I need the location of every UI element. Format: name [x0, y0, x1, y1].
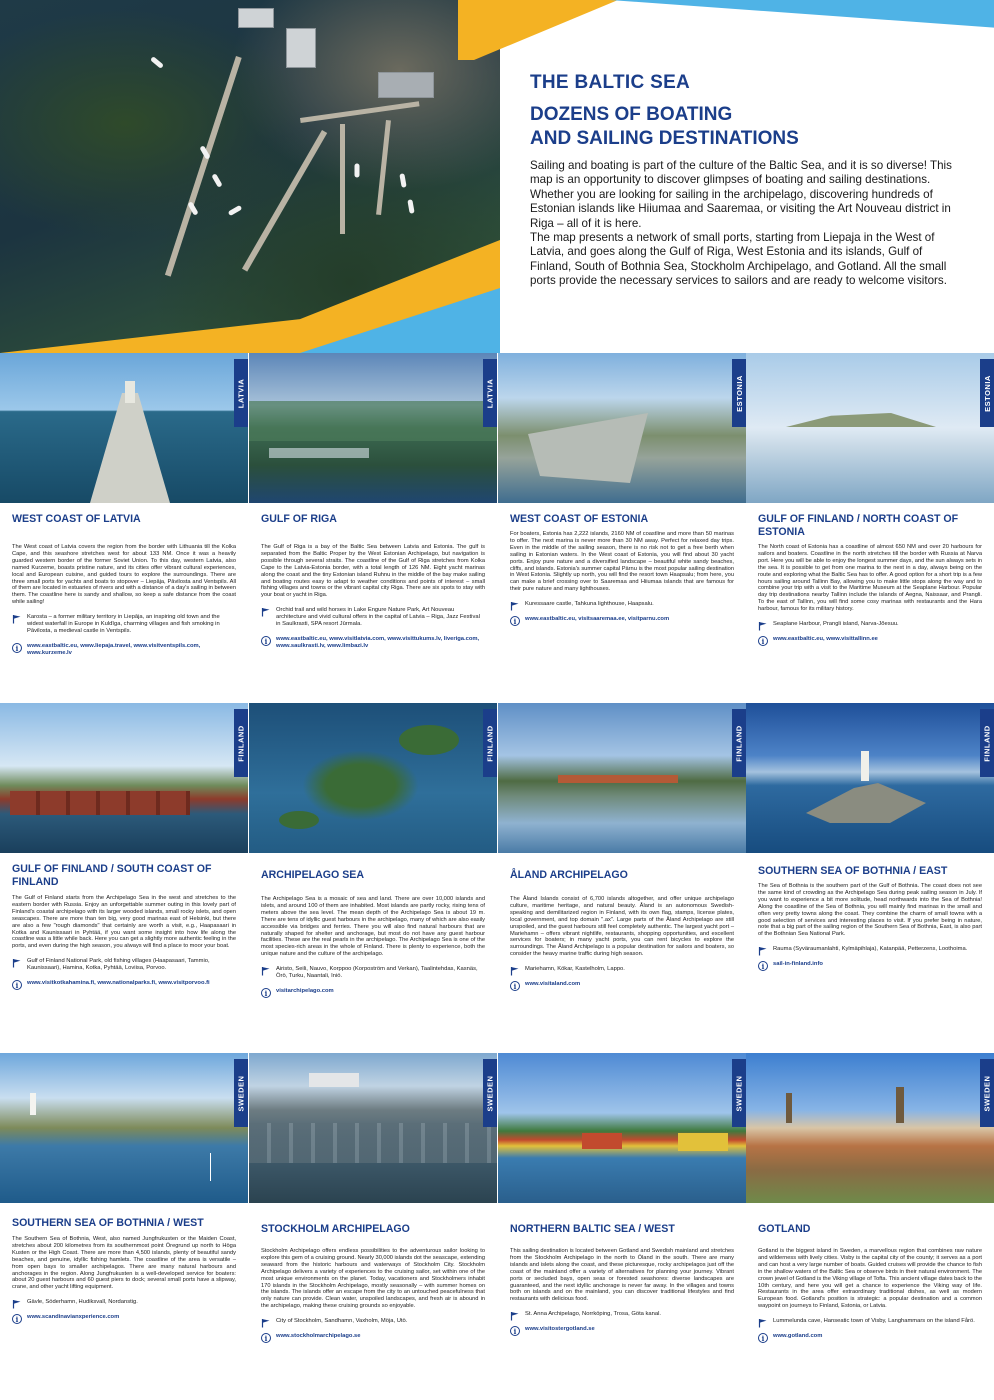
ferry-shape	[309, 1073, 359, 1087]
destination-card-west-coast-estonia	[498, 353, 746, 623]
pier	[340, 124, 345, 234]
flag-icon	[758, 621, 768, 631]
card-title: GOTLAND	[758, 1223, 811, 1235]
card-description: Stockholm Archipelago offers endless possibilities to the adventurous sailor looking to explore this gem of a cruising ground. Nearly 30,000 islands dot the seascape, extending seaward from the historic harbours and waterways of Stockholm City. Stockholm Archipelago delivers a variety of experiences to the cruising sailor, set within one of the most unique environments on the planet. Today, vacationers and Stockholmers inhabit 170 islands in the Stockholm Archipelago, mostly seasonally – with summer homes on the islands. The islands offer an escape from the city to an untouched peacefulness that only nature can provide. Clean water, unspoiled landscapes, and fresh air is abound in the archipelago, making these cruising grounds so enjoyable.	[261, 1248, 485, 1310]
flag-icon	[510, 601, 520, 611]
page-subtitle-line: AND SAILING DESTINATIONS	[530, 128, 799, 149]
info-icon	[758, 1333, 768, 1343]
flag-icon	[510, 1311, 520, 1321]
poi-text: Mariehamn, Kökar, Kastelholm, Lappo.	[525, 966, 625, 973]
lighthouse-shape	[861, 751, 869, 781]
website-link[interactable]: www.eastbaltic.eu, visitsaaremaa.ee, visitparnu.com	[525, 616, 670, 623]
page-title: THE BALTIC SEA	[530, 72, 691, 93]
destination-photo	[746, 703, 994, 853]
website-links	[12, 643, 236, 657]
flag-icon	[12, 614, 22, 624]
destination-photo	[249, 1053, 497, 1203]
poi-text: Kuressaare castle, Tahkuna lighthouse, Haapsalu.	[525, 601, 654, 608]
flag-icon	[510, 966, 520, 976]
coastline-shape	[249, 401, 497, 441]
website-link[interactable]: www.visitaland.com	[525, 981, 581, 988]
lighthouse-shape	[125, 381, 135, 403]
boathouse-roof	[286, 28, 316, 68]
country-label: FINLAND	[485, 724, 495, 762]
info-icon	[510, 981, 520, 991]
breakwater-shape	[90, 393, 170, 503]
website-links	[12, 980, 236, 987]
boat	[150, 56, 164, 69]
pier	[165, 56, 242, 277]
lighthouse-shape	[30, 1093, 36, 1115]
destination-photo	[746, 353, 994, 503]
destination-photo	[498, 353, 746, 503]
website-links	[758, 961, 982, 968]
pier	[376, 120, 391, 215]
boat	[211, 173, 222, 188]
country-tag	[234, 1059, 248, 1127]
pier-complex-shape	[528, 413, 648, 483]
country-tag	[732, 359, 746, 427]
country-label: SWEDEN	[485, 1075, 495, 1111]
points-of-interest	[758, 946, 982, 953]
website-link[interactable]: www.gotland.com	[773, 1333, 823, 1340]
card-description: The Southern Sea of Bothnia, West, also named Jungfrukusten or the Maiden Coast, stretches about 200 kilometres from its southernmost point Öregrund up north to Höga Kusten or the High Coast. There are more than 4,500 islands, plenty of beautiful sandy beaches, and genuine, idyllic fishing hamlets. The coastline of the area is versatile – from open bays to smaller archipelagos. There are many natural harbours and anchorages in the region. Along Jungfrukusten is a well-developed service for boaters: about 20 guest harbours and 60 guest piers to dock; several small ports have a slipway, crane, and other yacht lifting equipment.	[12, 1236, 236, 1291]
poi-text: Rauma (Syväraumanlahti, Kylmäpihlaja), Katanpää, Petterzens, Loothoima.	[773, 946, 968, 953]
country-tag	[483, 1059, 497, 1127]
country-label: FINLAND	[734, 724, 744, 762]
points-of-interest	[758, 1318, 982, 1325]
destination-photo	[249, 353, 497, 503]
website-links	[261, 636, 485, 650]
card-title: SOUTHERN SEA OF BOTHNIA / WEST	[12, 1217, 204, 1229]
pier	[300, 101, 420, 123]
destination-card-gulf-of-riga	[249, 353, 497, 650]
country-label: LATVIA	[236, 378, 246, 408]
destination-photo	[498, 1053, 746, 1203]
points-of-interest	[510, 966, 734, 973]
country-tag	[234, 709, 248, 777]
points-of-interest	[12, 958, 236, 972]
card-description: For boaters, Estonia has 2,222 islands, 2160 NM of coastline and more than 50 marinas to offer. The next marina is never more than 30 NM away. Perfect for relaxed day trips. Even in the middle of the sailing season, there is no risk not to get a free berth when sailing in Estonian waters. In the West coast of Estonia, you will find about 30 yacht ports. Enjoy pure nature and a diversified landscape – beautiful white sandy beaches, cliffs, and islands. Estonia's summer capital Pärnu is the most popular sailing destination in West Estonia. Slightly up north, you will find the resort town Haapsalu; from here, you can make a brief crossing over to Saaremaa and Hiiumaa islands that are famous for their pure nature and many lighthouses.	[510, 531, 734, 593]
country-label: SWEDEN	[982, 1075, 992, 1111]
website-link[interactable]: www.visitkotkahamina.fi, www.nationalparks.fi, www.visitporvoo.fi	[27, 980, 210, 987]
poi-text: Gävle, Söderhamn, Hudiksvall, Nordanstig.	[27, 1299, 138, 1306]
country-tag	[980, 359, 994, 427]
website-links	[758, 636, 982, 643]
info-icon	[758, 961, 768, 971]
flag-icon	[758, 946, 768, 956]
country-tag	[234, 359, 248, 427]
info-icon	[12, 643, 22, 653]
points-of-interest	[261, 1318, 485, 1325]
hero-text-block	[530, 70, 960, 289]
destination-photo	[0, 1053, 248, 1203]
website-links	[12, 1314, 236, 1321]
points-of-interest	[12, 1299, 236, 1306]
island-shape	[786, 413, 936, 427]
country-tag	[483, 359, 497, 427]
boat	[228, 205, 243, 216]
poi-text: Airisto, Seili, Nauvo, Korppoo (Korpoström and Verkan), Taalintehdas, Kasnäs, Örö, Turku, Naantali, Iniö.	[276, 966, 478, 980]
website-links	[261, 988, 485, 995]
country-tag	[980, 709, 994, 777]
country-tag	[483, 709, 497, 777]
destination-photo	[249, 703, 497, 853]
page-subtitle	[530, 103, 960, 151]
website-link[interactable]: www.eastbaltic.eu, www.liepaja.travel, www.visitventspils.com, www.kurzeme.lv	[27, 643, 201, 657]
website-link[interactable]: www.eastbaltic.eu, www.visitlatvia.com, www.visittukums.lv, liveriga.com, www.saulkrasti.lv, www.limbazi.lv	[276, 636, 480, 650]
pier	[242, 130, 327, 272]
website-link[interactable]: visitarchipelago.com	[276, 988, 334, 995]
info-icon	[510, 616, 520, 626]
poi-text: Gulf of Finland National Park, old fishing villages (Haapasaari, Tammio, Kaunissaari), Hamina, Kotka, Pyhtää, Loviisa, Porvoo.	[27, 958, 210, 972]
website-links	[510, 1326, 734, 1333]
destination-card-southern-bothnia-west	[0, 1053, 248, 1321]
destination-card-archipelago-sea	[249, 703, 497, 995]
info-icon	[261, 1333, 271, 1343]
flag-icon	[758, 1318, 768, 1328]
card-title: GULF OF RIGA	[261, 513, 337, 525]
country-tag	[732, 709, 746, 777]
card-title: WEST COAST OF LATVIA	[12, 513, 141, 525]
country-tag	[980, 1059, 994, 1127]
destination-photo	[0, 353, 248, 503]
info-icon	[12, 1314, 22, 1324]
country-label: SWEDEN	[734, 1075, 744, 1111]
country-label: ESTONIA	[982, 374, 992, 412]
flag-icon	[261, 966, 271, 976]
boat	[399, 173, 406, 188]
website-link[interactable]: www.scandinavianxperience.com	[27, 1314, 120, 1321]
destination-card-aland-archipelago	[498, 703, 746, 988]
info-icon	[261, 988, 271, 998]
destination-photo	[498, 703, 746, 853]
country-label: FINLAND	[236, 724, 246, 762]
info-icon	[758, 636, 768, 646]
website-link[interactable]: www.visitostergotland.se	[525, 1326, 595, 1333]
houses-shape	[558, 775, 678, 783]
harbour-building-roof	[378, 72, 434, 98]
boat	[355, 164, 360, 178]
poi-text: St. Anna Archipelago, Norrköping, Trosa, Göta kanal.	[525, 1311, 661, 1318]
destination-card-stockholm-archipelago	[249, 1053, 497, 1340]
sailboat-mast-shape	[210, 1153, 211, 1181]
points-of-interest	[510, 1311, 734, 1318]
destination-card-northern-baltic-west	[498, 1053, 746, 1333]
info-icon	[261, 636, 271, 646]
card-title: ÅLAND ARCHIPELAGO	[510, 869, 628, 881]
destination-card-west-coast-latvia	[0, 353, 248, 657]
card-title: WEST COAST OF ESTONIA	[510, 513, 649, 525]
flag-icon	[12, 958, 22, 968]
destination-card-southern-bothnia-east	[746, 703, 994, 968]
church-tower-shape	[896, 1087, 904, 1123]
poi-text: Karosta – a former military territory in Liepāja, an inspiring old town and the widest waterfall in Europe in Kuldīga, charming villages and fish smoking in Pāvilosta, a medieval castle in Ventspils.	[27, 614, 220, 635]
website-links	[758, 1333, 982, 1340]
destination-photo	[0, 703, 248, 853]
country-label: SWEDEN	[236, 1075, 246, 1111]
decor-yellow-triangle	[458, 0, 618, 60]
red-house-shape	[582, 1133, 622, 1149]
island-shape	[399, 725, 459, 755]
card-title: NORTHERN BALTIC SEA / WEST	[510, 1223, 675, 1235]
boat	[407, 199, 414, 214]
website-link[interactable]: sail-in-finland.info	[773, 961, 823, 968]
boathouse-roof	[238, 8, 274, 28]
flag-icon	[261, 1318, 271, 1328]
intro-paragraph: Sailing and boating is part of the culture of the Baltic Sea, and it is so diverse! This map is an opportunity to discover glimpses of boating and sailing destinations. Whether you are looking for sailing in the archipelago, discovering hundreds of Estonian islands like Hiiumaa and Saaremaa, or visiting the Art Nouveau district in Riga – all of it is here.	[530, 159, 952, 230]
info-icon	[12, 980, 22, 990]
points-of-interest	[510, 601, 734, 608]
card-description: The Åland Islands consist of 6,700 islands altogether, and offer unique archipelago culture, maritime heritage, and natural beauty. Åland is an autonomous Swedish-speaking and demilitarized region in Finland, with its own flag, stamps, license plates, local government, and top domain ".ax". Large parts of the Åland Archipelago are still unspoiled, and the guest harbours still feel completely authentic. The largest yacht port – Mariehamn – offers vibrant nightlife, restaurants, shopping opportunities, and excellent services for boaters; in many yacht ports, you can rent bicycles to explore the surroundings. The Åland Archipelago is a popular destination for sailors and boaters, so consider the heavy marine traffic during high season.	[510, 896, 734, 958]
flag-icon	[12, 1299, 22, 1309]
card-title: SOUTHERN SEA OF BOTHNIA / EAST	[758, 865, 948, 877]
card-description: The Gulf of Riga is a bay of the Baltic Sea between Latvia and Estonia. The gulf is separated from the Baltic Proper by the West Estonian Archipelago, but navigation is possible through several straits. The coastline of the Gulf of Riga stretches from Kolka Cape to the Latvia-Estonia border, with a total length of 126 NM. Eight yacht marinas along the coast and the tiny Estonian island Ruhnu in the middle of the bay make sailing and boating routes easy to adapt to weather conditions and points of interest – small fishing villages and towns or the vibrant capital city Riga. There are six spots to stay with your boat or yacht in Riga.	[261, 544, 485, 599]
destination-card-gotland	[746, 1053, 994, 1340]
card-description: The North coast of Estonia has a coastline of almost 650 NM and over 20 harbours for sailors and boaters. Coastline in the north stretches till the border with Russia at Narva port. Here you will be able to enjoy the longest summer days, and the sun always sets in the sea. It is possible to get from one marina to the next in a day, always being on the route and exploring what the Baltic Sea has to offer. A good option for a short trip is a few hours sailing around Tallinn Bay, allowing you to make little stops along the way and to combine your trip with a visit to the Maritime Museum at the Seaplane Harbour. Popular day trip destinations nearby Tallinn include the islands of Aegna, Naissaar, and Prangli. To the east of Tallinn, you will find some cosy marinas with restaurants and the Hara harbour, famous for its military history.	[758, 544, 982, 613]
destination-photo	[746, 1053, 994, 1203]
intro-paragraph: The map presents a network of small ports, starting from Liepaja in the West of Latvia, and goes along the Gulf of Riga, West Estonia and its islands, Gulf of Finland, South of Bothnia Sea, Stockholm Archipelago, and Gotland. All the small ports provide the necessary services to sailors and are ready to welcome visitors.	[530, 231, 947, 288]
poi-text: Orchid trail and wild horses in Lake Engure Nature Park, Art Nouveau architecture and vivid cultural offers in the capital of Latvia – Riga, Jazz Festival in Saulkrasti, SPA resort Jūrmala.	[276, 607, 480, 628]
card-title: GULF OF FINLAND / NORTH COAST OF ESTONIA	[758, 513, 959, 538]
country-label: LATVIA	[485, 378, 495, 408]
card-description: The Archipelago Sea is a mosaic of sea and land. There are over 10,000 islands and islets, and around 100 of them are inhabited. Most islands are partly rocky, rising tens of meters above the sea level. The mean depth of the Archipelago Sea is about 19 m. There are tens of idyllic guest harbours in the archipelago, many of which are also easily accessible via bridges and ferries. There you will also find natural harbours that are naturally shaped for shelter and anchorage, but most do not have any guest harbour facilities. These are the real pearls in the archipelago. The Archipelago Sea is one of the most species-rich areas in the whole of Finland. There is plenty to experience, both the unique nature and the culture of the archipelago.	[261, 896, 485, 958]
website-link[interactable]: www.eastbaltic.eu, www.visittallinn.ee	[773, 636, 878, 643]
country-label: ESTONIA	[734, 374, 744, 412]
card-description: The Sea of Bothnia is the southern part of the Gulf of Bothnia. The coast does not see the same kind of crowding as the Archipelago Sea during peak sailing season in July. If you want to experience a bit more solitude, head northwards into the Sea of Bothnia! Along the coastline of the Sea of Bothnia, you will mainly find marinas in the small and often very pretty towns along the coast. They combine the charm of small towns with a good selection of services and interesting places to visit. If you prefer being in nature, note that a big part of the sailing region of the Southern Sea of Bothnia, East, is also part of the Bothnian Sea National Park.	[758, 883, 982, 938]
card-title: GULF OF FINLAND / SOUTH COAST OF FINLAND	[12, 863, 212, 888]
poi-text: City of Stockholm, Sandhamn, Vaxholm, Möja, Utö.	[276, 1318, 408, 1325]
website-link[interactable]: www.stockholmarchipelago.se	[276, 1333, 361, 1340]
card-description: The Gulf of Finland starts from the Archipelago Sea in the west and stretches to the eastern border with Russia. Enjoy an unforgettable summer outing in this lovely part of Finland's coastal archipelago with its larger wooded islands, small rocky islets, and open seascapes. There are more than ten big, very good marinas east of Helsinki, but there are also a few "rough diamonds" that certainly are worth a visit, e.g., Haapasaari in Kotka and Kaunissaari in Pyhtää, if you want some insight into how life along the coastline was a little while back. Here you can get a slightly more authentic feeling in the ports, and even during the high season, you always will find a place to moor your boat.	[12, 895, 236, 950]
points-of-interest	[261, 607, 485, 628]
card-description: The West coast of Latvia covers the region from the border with Lithuania till the Kolka Cape, and this seashore stretches west for about 133 NM. Once it was a heavily guarded western border of the former Soviet Union. To this day, western Latvia, also named Kurzeme, boasts pristine nature, and its cities offer vibrant cultural experiences, local and European cuisine, and guided tours to explore the surroundings. There are three small ports for yachts and boats to stopover – Liepāja, Pāvilosta and Ventspils. All of them are located in estuaries of rivers and with a distance of a day's sailing in between them. The coastline here is sandy and shallow, so keep a safe distance from the coast while sailing!	[12, 544, 236, 606]
card-description: This sailing destination is located between Gotland and Swedish mainland and stretches from the Stockholm Archipelago in the north to Öland in the south. There are many islands and islets along the coast, and these picturesque, rocky archipelagos just off the coast of the mainland offer a variety of alternatives for planning your journey. Vibrant ports or secluded bays, open seas or forested seashores: diverse landscapes are guaranteed, and the next idyllic anchorage is never far away. In the villages and towns both on islands and on the mainland, you can discover traditional lifestyles and find restaurants with delicious food.	[510, 1248, 734, 1303]
card-title: ARCHIPELAGO SEA	[261, 869, 365, 881]
church-tower-shape	[786, 1093, 792, 1123]
yellow-house-shape	[678, 1133, 728, 1151]
website-links	[510, 616, 734, 623]
points-of-interest	[758, 621, 982, 628]
hero-section	[0, 0, 994, 353]
country-label: FINLAND	[982, 724, 992, 762]
red-boathouses-shape	[10, 791, 190, 815]
country-tag	[732, 1059, 746, 1127]
points-of-interest	[261, 966, 485, 980]
poi-text: Lummelunda cave, Hanseatic town of Visby, Langhammars on the island Fårö.	[773, 1318, 975, 1325]
page-subtitle-line: DOZENS OF BOATING	[530, 104, 733, 125]
marina-shape	[269, 448, 369, 458]
island-shape	[279, 811, 319, 829]
buildings-shape	[249, 1123, 497, 1163]
destination-card-gulf-of-finland-south	[0, 703, 248, 987]
card-title: STOCKHOLM ARCHIPELAGO	[261, 1223, 410, 1235]
card-description: Gotland is the biggest island in Sweden, a marvellous region that combines raw nature and wilderness with lively cities. Visby is the capital city of the county; it serves as a port and can host a very large number of boats. Guided cruises will provide the chance to fish in the shallow waters of the Baltic Sea or observe birds in their natural environment. The crown jewel of Gotland is the Viking village of Tofta. This ancient village dates back to the 10th century, and here you will get a chance to experience the Viking way of life. Restaurants in the area offer extraordinary traditional dishes, as well as modern European food. Gotland's position is strategic: a popular destination and a common waypoint on journeys to Finland, Estonia, or Latvia.	[758, 1248, 982, 1310]
destination-card-gulf-of-finland-north	[746, 353, 994, 643]
info-icon	[510, 1326, 520, 1336]
website-links	[261, 1333, 485, 1340]
website-links	[510, 981, 734, 988]
points-of-interest	[12, 614, 236, 635]
flag-icon	[261, 607, 271, 617]
poi-text: Seaplane Harbour, Prangli island, Narva-Jõesuu.	[773, 621, 899, 628]
